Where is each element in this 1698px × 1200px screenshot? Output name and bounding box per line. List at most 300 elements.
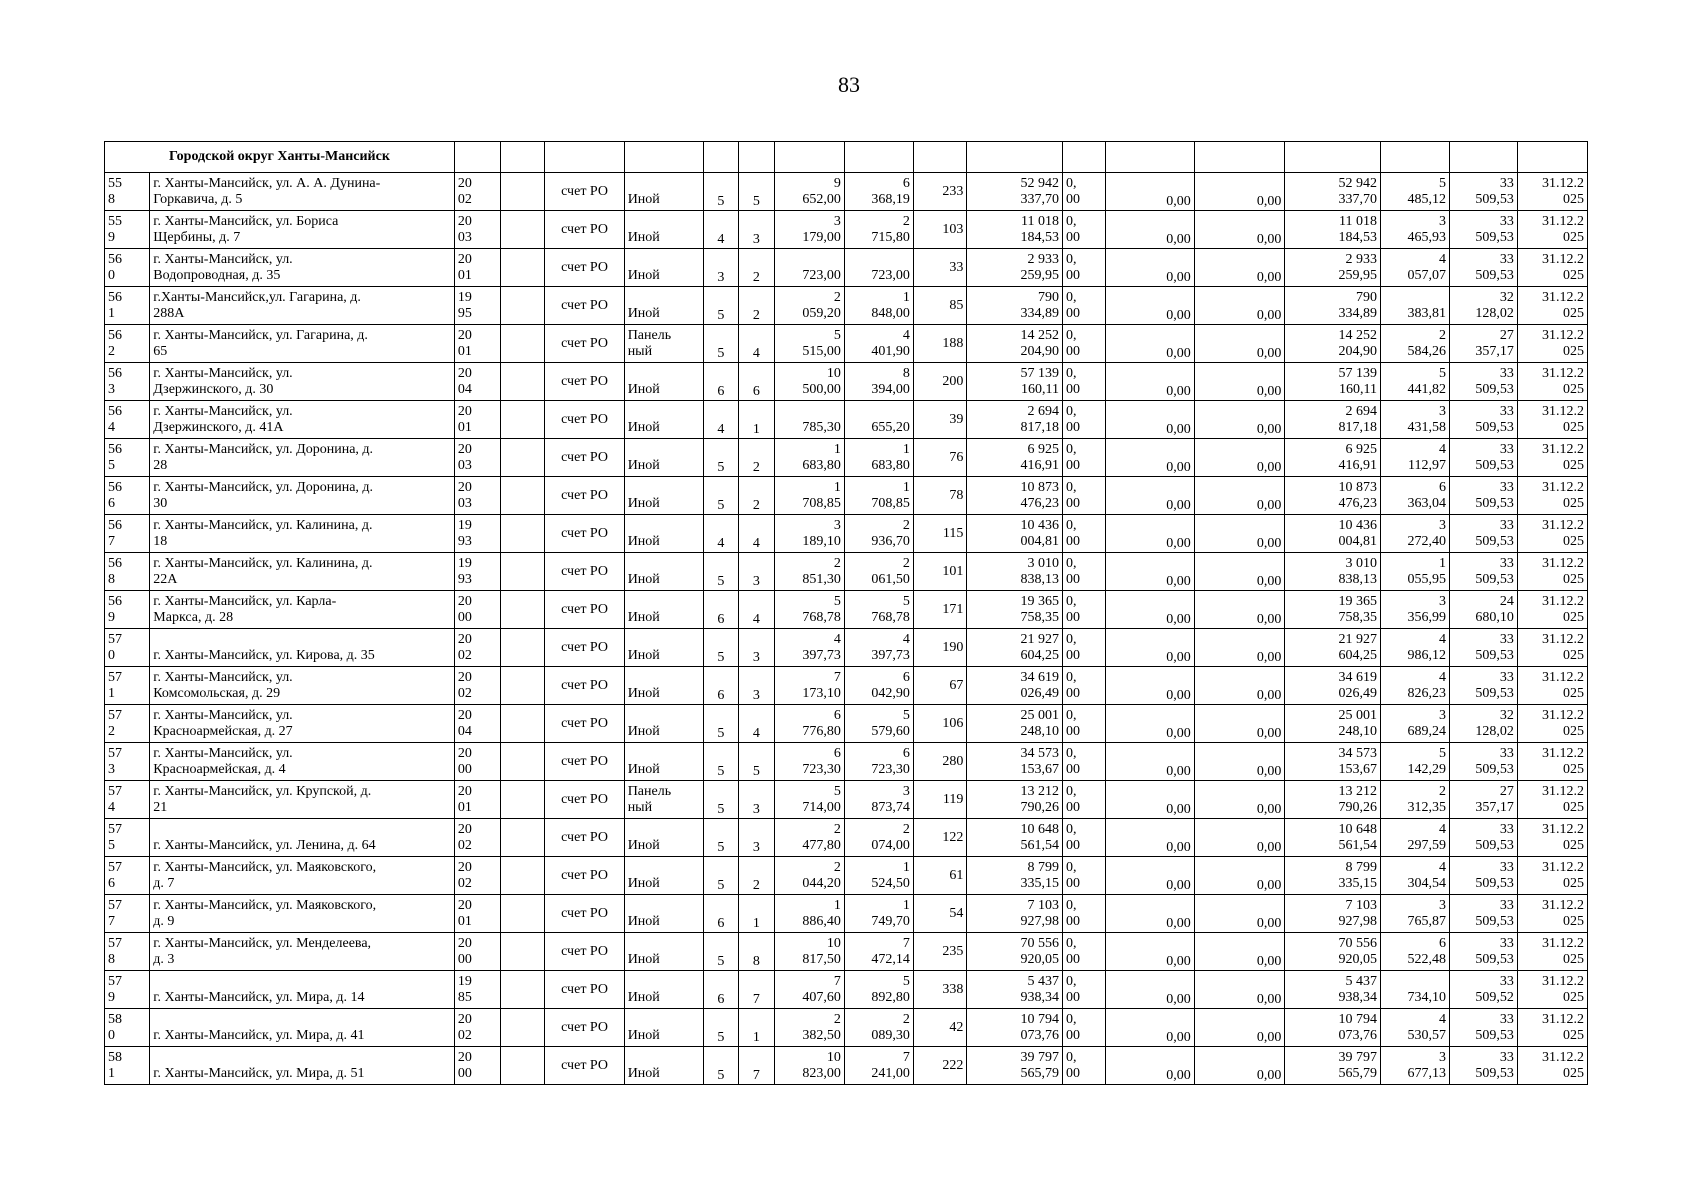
limit-cost-cell: 24 680,10 <box>1449 591 1517 629</box>
limit-cost-cell: 33 509,53 <box>1449 743 1517 781</box>
limit-cost-cell: 33 509,53 <box>1449 553 1517 591</box>
completion-date-cell: 31.12.2 025 <box>1517 743 1587 781</box>
residential-area-cell: 5 892,80 <box>844 971 913 1009</box>
other-funds-cell: 0,00 <box>1194 895 1285 933</box>
completion-date-cell: 31.12.2 025 <box>1517 363 1587 401</box>
wall-material-cell: Иной <box>624 363 703 401</box>
floors-cell: 5 <box>703 933 738 971</box>
commission-year-cell: 19 95 <box>454 287 500 325</box>
floors-cell: 6 <box>703 971 738 1009</box>
total-area-cell: 1 683,80 <box>774 439 844 477</box>
residential-area-cell: 2 061,50 <box>844 553 913 591</box>
wall-material-cell: Иной <box>624 667 703 705</box>
row-number-cell: 57 8 <box>105 933 150 971</box>
total-cost-cell: 790 334,89 <box>967 287 1063 325</box>
entrances-cell: 4 <box>738 705 774 743</box>
residents-cell: 103 <box>913 211 967 249</box>
residents-cell: 78 <box>913 477 967 515</box>
total-cost-cell: 57 139 160,11 <box>967 363 1063 401</box>
cost-per-m2-cell: 4 304,54 <box>1381 857 1450 895</box>
empty-cell <box>501 591 545 629</box>
other-funds-cell: 0,00 <box>1194 591 1285 629</box>
residential-area-cell: 6 042,90 <box>844 667 913 705</box>
empty-cell <box>501 363 545 401</box>
budget-cell: 0,00 <box>1106 933 1195 971</box>
table-row <box>105 819 1588 857</box>
limit-cost-cell: 32 128,02 <box>1449 287 1517 325</box>
completion-date-cell: 31.12.2 025 <box>1517 249 1587 287</box>
residents-cell: 67 <box>913 667 967 705</box>
empty-cell <box>501 1047 545 1085</box>
residential-area-cell: 6 368,19 <box>844 173 913 211</box>
total-area-cell: 6 776,80 <box>774 705 844 743</box>
share-cell: 0, 00 <box>1063 325 1106 363</box>
completion-date-cell: 31.12.2 025 <box>1517 287 1587 325</box>
entrances-cell: 4 <box>738 591 774 629</box>
floors-cell: 5 <box>703 553 738 591</box>
entrances-cell: 8 <box>738 933 774 971</box>
budget-cell: 0,00 <box>1106 629 1195 667</box>
fund-method-cell: счет РО <box>545 477 624 515</box>
floors-cell: 5 <box>703 781 738 819</box>
entrances-cell: 6 <box>738 363 774 401</box>
fund-method-cell: счет РО <box>545 515 624 553</box>
fund-method-cell: счет РО <box>545 1009 624 1047</box>
residential-area-cell: 2 936,70 <box>844 515 913 553</box>
budget-cell: 0,00 <box>1106 363 1195 401</box>
residential-area-cell: 655,20 <box>844 401 913 439</box>
budget-cell: 0,00 <box>1106 439 1195 477</box>
total-area-cell: 2 044,20 <box>774 857 844 895</box>
floors-cell: 5 <box>703 629 738 667</box>
row-number-cell: 55 9 <box>105 211 150 249</box>
wall-material-cell: Иной <box>624 553 703 591</box>
budget-cell: 0,00 <box>1106 667 1195 705</box>
commission-year-cell: 20 01 <box>454 249 500 287</box>
wall-material-cell: Иной <box>624 173 703 211</box>
wall-material-cell: Иной <box>624 1009 703 1047</box>
owners-funds-cell: 10 648 561,54 <box>1285 819 1381 857</box>
table-row <box>105 439 1588 477</box>
total-area-cell: 3 179,00 <box>774 211 844 249</box>
entrances-cell: 2 <box>738 477 774 515</box>
wall-material-cell: Иной <box>624 515 703 553</box>
entrances-cell: 5 <box>738 743 774 781</box>
total-area-cell: 5 714,00 <box>774 781 844 819</box>
fund-method-cell: счет РО <box>545 705 624 743</box>
entrances-cell: 3 <box>738 211 774 249</box>
address-cell: г. Ханты-Мансийск, ул. Дзержинского, д. 41А <box>150 401 455 439</box>
fund-method-cell: счет РО <box>545 173 624 211</box>
empty-cell <box>501 287 545 325</box>
table-row <box>105 553 1588 591</box>
floors-cell: 4 <box>703 401 738 439</box>
row-number-cell: 57 2 <box>105 705 150 743</box>
address-cell: г. Ханты-Мансийск, ул. Мира, д. 14 <box>150 971 455 1009</box>
share-cell: 0, 00 <box>1063 1009 1106 1047</box>
wall-material-cell: Иной <box>624 819 703 857</box>
address-cell: г. Ханты-Мансийск, ул. Ленина, д. 64 <box>150 819 455 857</box>
address-cell: г. Ханты-Мансийск, ул. Крупской, д. 21 <box>150 781 455 819</box>
row-number-cell: 57 9 <box>105 971 150 1009</box>
completion-date-cell: 31.12.2 025 <box>1517 857 1587 895</box>
residents-cell: 76 <box>913 439 967 477</box>
share-cell: 0, 00 <box>1063 363 1106 401</box>
share-cell: 0, 00 <box>1063 933 1106 971</box>
budget-cell: 0,00 <box>1106 211 1195 249</box>
share-cell: 0, 00 <box>1063 515 1106 553</box>
table-row <box>105 249 1588 287</box>
cost-per-m2-cell: 4 826,23 <box>1381 667 1450 705</box>
cost-per-m2-cell: 6 522,48 <box>1381 933 1450 971</box>
completion-date-cell: 31.12.2 025 <box>1517 515 1587 553</box>
total-area-cell: 2 851,30 <box>774 553 844 591</box>
fund-method-cell: счет РО <box>545 401 624 439</box>
cost-per-m2-cell: 383,81 <box>1381 287 1450 325</box>
empty-cell <box>501 515 545 553</box>
owners-funds-cell: 25 001 248,10 <box>1285 705 1381 743</box>
completion-date-cell: 31.12.2 025 <box>1517 819 1587 857</box>
residential-area-cell: 1 683,80 <box>844 439 913 477</box>
commission-year-cell: 20 01 <box>454 895 500 933</box>
floors-cell: 6 <box>703 667 738 705</box>
row-number-cell: 56 9 <box>105 591 150 629</box>
commission-year-cell: 20 02 <box>454 857 500 895</box>
residents-cell: 280 <box>913 743 967 781</box>
total-cost-cell: 7 103 927,98 <box>967 895 1063 933</box>
address-cell: г. Ханты-Мансийск, ул. Водопроводная, д. 35 <box>150 249 455 287</box>
total-cost-cell: 6 925 416,91 <box>967 439 1063 477</box>
share-cell: 0, 00 <box>1063 553 1106 591</box>
owners-funds-cell: 21 927 604,25 <box>1285 629 1381 667</box>
total-area-cell: 2 477,80 <box>774 819 844 857</box>
table-row <box>105 515 1588 553</box>
total-cost-cell: 70 556 920,05 <box>967 933 1063 971</box>
budget-cell: 0,00 <box>1106 401 1195 439</box>
residential-area-cell: 723,00 <box>844 249 913 287</box>
total-cost-cell: 10 873 476,23 <box>967 477 1063 515</box>
commission-year-cell: 20 00 <box>454 591 500 629</box>
empty-cell <box>501 1009 545 1047</box>
budget-cell: 0,00 <box>1106 1047 1195 1085</box>
owners-funds-cell: 790 334,89 <box>1285 287 1381 325</box>
empty-cell <box>501 971 545 1009</box>
other-funds-cell: 0,00 <box>1194 971 1285 1009</box>
other-funds-cell: 0,00 <box>1194 933 1285 971</box>
limit-cost-cell: 33 509,53 <box>1449 515 1517 553</box>
owners-funds-cell: 11 018 184,53 <box>1285 211 1381 249</box>
total-cost-cell: 19 365 758,35 <box>967 591 1063 629</box>
budget-cell: 0,00 <box>1106 287 1195 325</box>
fund-method-cell: счет РО <box>545 629 624 667</box>
entrances-cell: 2 <box>738 857 774 895</box>
residents-cell: 171 <box>913 591 967 629</box>
row-number-cell: 57 4 <box>105 781 150 819</box>
wall-material-cell: Иной <box>624 249 703 287</box>
residential-area-cell: 6 723,30 <box>844 743 913 781</box>
cost-per-m2-cell: 3 272,40 <box>1381 515 1450 553</box>
wall-material-cell: Иной <box>624 211 703 249</box>
completion-date-cell: 31.12.2 025 <box>1517 1047 1587 1085</box>
commission-year-cell: 20 02 <box>454 629 500 667</box>
completion-date-cell: 31.12.2 025 <box>1517 173 1587 211</box>
empty-cell <box>501 249 545 287</box>
wall-material-cell: Панель ный <box>624 325 703 363</box>
residents-cell: 338 <box>913 971 967 1009</box>
other-funds-cell: 0,00 <box>1194 1009 1285 1047</box>
cost-per-m2-cell: 2 584,26 <box>1381 325 1450 363</box>
completion-date-cell: 31.12.2 025 <box>1517 933 1587 971</box>
empty-cell <box>501 705 545 743</box>
table-row <box>105 591 1588 629</box>
table-row <box>105 1009 1588 1047</box>
floors-cell: 5 <box>703 325 738 363</box>
completion-date-cell: 31.12.2 025 <box>1517 439 1587 477</box>
entrances-cell: 1 <box>738 1009 774 1047</box>
fund-method-cell: счет РО <box>545 553 624 591</box>
row-number-cell: 56 2 <box>105 325 150 363</box>
share-cell: 0, 00 <box>1063 1047 1106 1085</box>
floors-cell: 6 <box>703 591 738 629</box>
limit-cost-cell: 33 509,53 <box>1449 173 1517 211</box>
other-funds-cell: 0,00 <box>1194 477 1285 515</box>
wall-material-cell: Иной <box>624 895 703 933</box>
row-number-cell: 56 6 <box>105 477 150 515</box>
owners-funds-cell: 13 212 790,26 <box>1285 781 1381 819</box>
table-row <box>105 743 1588 781</box>
limit-cost-cell: 33 509,52 <box>1449 971 1517 1009</box>
cost-per-m2-cell: 5 485,12 <box>1381 173 1450 211</box>
total-cost-cell: 2 694 817,18 <box>967 401 1063 439</box>
other-funds-cell: 0,00 <box>1194 781 1285 819</box>
row-number-cell: 56 3 <box>105 363 150 401</box>
budget-cell: 0,00 <box>1106 325 1195 363</box>
residents-cell: 122 <box>913 819 967 857</box>
table-row <box>105 287 1588 325</box>
share-cell: 0, 00 <box>1063 781 1106 819</box>
limit-cost-cell: 33 509,53 <box>1449 933 1517 971</box>
address-cell: г. Ханты-Мансийск, ул. Доронина, д. 28 <box>150 439 455 477</box>
residential-area-cell: 8 394,00 <box>844 363 913 401</box>
empty-cell <box>501 553 545 591</box>
fund-method-cell: счет РО <box>545 439 624 477</box>
share-cell: 0, 00 <box>1063 629 1106 667</box>
commission-year-cell: 20 01 <box>454 325 500 363</box>
entrances-cell: 7 <box>738 971 774 1009</box>
entrances-cell: 5 <box>738 173 774 211</box>
table-row <box>105 1047 1588 1085</box>
row-number-cell: 57 0 <box>105 629 150 667</box>
owners-funds-cell: 70 556 920,05 <box>1285 933 1381 971</box>
budget-cell: 0,00 <box>1106 895 1195 933</box>
completion-date-cell: 31.12.2 025 <box>1517 325 1587 363</box>
other-funds-cell: 0,00 <box>1194 173 1285 211</box>
other-funds-cell: 0,00 <box>1194 667 1285 705</box>
residential-area-cell: 4 401,90 <box>844 325 913 363</box>
total-area-cell: 4 397,73 <box>774 629 844 667</box>
other-funds-cell: 0,00 <box>1194 515 1285 553</box>
limit-cost-cell: 27 357,17 <box>1449 325 1517 363</box>
total-cost-cell: 2 933 259,95 <box>967 249 1063 287</box>
limit-cost-cell: 33 509,53 <box>1449 211 1517 249</box>
address-cell: г. Ханты-Мансийск, ул. Дзержинского, д. 30 <box>150 363 455 401</box>
limit-cost-cell: 33 509,53 <box>1449 401 1517 439</box>
entrances-cell: 3 <box>738 629 774 667</box>
total-area-cell: 2 059,20 <box>774 287 844 325</box>
residents-cell: 115 <box>913 515 967 553</box>
total-area-cell: 9 652,00 <box>774 173 844 211</box>
entrances-cell: 3 <box>738 819 774 857</box>
other-funds-cell: 0,00 <box>1194 363 1285 401</box>
wall-material-cell: Иной <box>624 933 703 971</box>
residents-cell: 188 <box>913 325 967 363</box>
fund-method-cell: счет РО <box>545 933 624 971</box>
wall-material-cell: Иной <box>624 1047 703 1085</box>
cost-per-m2-cell: 4 530,57 <box>1381 1009 1450 1047</box>
residential-area-cell: 1 749,70 <box>844 895 913 933</box>
limit-cost-cell: 33 509,53 <box>1449 363 1517 401</box>
wall-material-cell: Иной <box>624 857 703 895</box>
entrances-cell: 7 <box>738 1047 774 1085</box>
owners-funds-cell: 2 694 817,18 <box>1285 401 1381 439</box>
row-number-cell: 56 7 <box>105 515 150 553</box>
share-cell: 0, 00 <box>1063 895 1106 933</box>
commission-year-cell: 20 00 <box>454 933 500 971</box>
table-row <box>105 363 1588 401</box>
owners-funds-cell: 8 799 335,15 <box>1285 857 1381 895</box>
wall-material-cell: Иной <box>624 287 703 325</box>
address-cell: г. Ханты-Мансийск, ул. Доронина, д. 30 <box>150 477 455 515</box>
share-cell: 0, 00 <box>1063 211 1106 249</box>
limit-cost-cell: 33 509,53 <box>1449 1047 1517 1085</box>
empty-cell <box>501 211 545 249</box>
other-funds-cell: 0,00 <box>1194 629 1285 667</box>
entrances-cell: 3 <box>738 781 774 819</box>
total-area-cell: 10 817,50 <box>774 933 844 971</box>
budget-cell: 0,00 <box>1106 819 1195 857</box>
residential-area-cell: 1 524,50 <box>844 857 913 895</box>
total-cost-cell: 21 927 604,25 <box>967 629 1063 667</box>
budget-cell: 0,00 <box>1106 743 1195 781</box>
residents-cell: 33 <box>913 249 967 287</box>
entrances-cell: 2 <box>738 287 774 325</box>
table-row <box>105 857 1588 895</box>
share-cell: 0, 00 <box>1063 477 1106 515</box>
limit-cost-cell: 33 509,53 <box>1449 667 1517 705</box>
total-cost-cell: 10 648 561,54 <box>967 819 1063 857</box>
other-funds-cell: 0,00 <box>1194 553 1285 591</box>
address-cell: г. Ханты-Мансийск, ул. Красноармейская, д. 4 <box>150 743 455 781</box>
table-row <box>105 933 1588 971</box>
fund-method-cell: счет РО <box>545 591 624 629</box>
total-cost-cell: 39 797 565,79 <box>967 1047 1063 1085</box>
region-title: Городской округ Ханты-Мансийск <box>105 142 455 173</box>
total-cost-cell: 5 437 938,34 <box>967 971 1063 1009</box>
residents-cell: 233 <box>913 173 967 211</box>
owners-funds-cell: 19 365 758,35 <box>1285 591 1381 629</box>
floors-cell: 5 <box>703 1047 738 1085</box>
share-cell: 0, 00 <box>1063 819 1106 857</box>
wall-material-cell: Иной <box>624 629 703 667</box>
row-number-cell: 56 0 <box>105 249 150 287</box>
entrances-cell: 2 <box>738 249 774 287</box>
fund-method-cell: счет РО <box>545 971 624 1009</box>
table-row <box>105 477 1588 515</box>
row-number-cell: 56 5 <box>105 439 150 477</box>
commission-year-cell: 20 00 <box>454 1047 500 1085</box>
limit-cost-cell: 33 509,53 <box>1449 857 1517 895</box>
owners-funds-cell: 6 925 416,91 <box>1285 439 1381 477</box>
completion-date-cell: 31.12.2 025 <box>1517 895 1587 933</box>
fund-method-cell: счет РО <box>545 857 624 895</box>
completion-date-cell: 31.12.2 025 <box>1517 971 1587 1009</box>
cost-per-m2-cell: 4 112,97 <box>1381 439 1450 477</box>
total-cost-cell: 11 018 184,53 <box>967 211 1063 249</box>
address-cell: г. Ханты-Мансийск, ул. Кирова, д. 35 <box>150 629 455 667</box>
residents-cell: 106 <box>913 705 967 743</box>
owners-funds-cell: 57 139 160,11 <box>1285 363 1381 401</box>
row-number-cell: 56 8 <box>105 553 150 591</box>
owners-funds-cell: 10 794 073,76 <box>1285 1009 1381 1047</box>
commission-year-cell: 20 01 <box>454 401 500 439</box>
cost-per-m2-cell: 6 363,04 <box>1381 477 1450 515</box>
budget-cell: 0,00 <box>1106 971 1195 1009</box>
table-row <box>105 781 1588 819</box>
wall-material-cell: Иной <box>624 401 703 439</box>
table-row <box>105 401 1588 439</box>
empty-cell <box>501 857 545 895</box>
other-funds-cell: 0,00 <box>1194 743 1285 781</box>
residents-cell: 200 <box>913 363 967 401</box>
empty-cell <box>501 933 545 971</box>
owners-funds-cell: 52 942 337,70 <box>1285 173 1381 211</box>
table-row <box>105 629 1588 667</box>
fund-method-cell: счет РО <box>545 1047 624 1085</box>
total-area-cell: 1 886,40 <box>774 895 844 933</box>
owners-funds-cell: 2 933 259,95 <box>1285 249 1381 287</box>
share-cell: 0, 00 <box>1063 971 1106 1009</box>
cost-per-m2-cell: 3 677,13 <box>1381 1047 1450 1085</box>
table-row <box>105 173 1588 211</box>
floors-cell: 5 <box>703 477 738 515</box>
wall-material-cell: Иной <box>624 591 703 629</box>
commission-year-cell: 20 03 <box>454 211 500 249</box>
empty-cell <box>501 401 545 439</box>
entrances-cell: 1 <box>738 401 774 439</box>
completion-date-cell: 31.12.2 025 <box>1517 211 1587 249</box>
commission-year-cell: 20 04 <box>454 705 500 743</box>
owners-funds-cell: 34 619 026,49 <box>1285 667 1381 705</box>
budget-cell: 0,00 <box>1106 705 1195 743</box>
limit-cost-cell: 33 509,53 <box>1449 439 1517 477</box>
total-area-cell: 723,00 <box>774 249 844 287</box>
total-cost-cell: 8 799 335,15 <box>967 857 1063 895</box>
residential-area-cell: 2 074,00 <box>844 819 913 857</box>
total-cost-cell: 52 942 337,70 <box>967 173 1063 211</box>
table-row <box>105 705 1588 743</box>
housing-register-table <box>104 141 1588 1085</box>
residential-area-cell: 1 708,85 <box>844 477 913 515</box>
share-cell: 0, 00 <box>1063 667 1106 705</box>
fund-method-cell: счет РО <box>545 249 624 287</box>
residents-cell: 119 <box>913 781 967 819</box>
budget-cell: 0,00 <box>1106 477 1195 515</box>
commission-year-cell: 20 02 <box>454 1009 500 1047</box>
residential-area-cell: 2 715,80 <box>844 211 913 249</box>
budget-cell: 0,00 <box>1106 553 1195 591</box>
commission-year-cell: 19 93 <box>454 515 500 553</box>
floors-cell: 5 <box>703 857 738 895</box>
